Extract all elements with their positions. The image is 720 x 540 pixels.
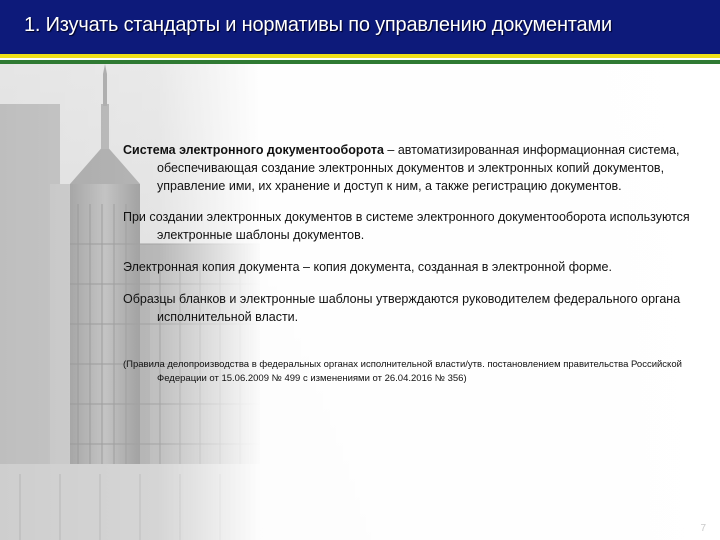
green-stripe: [0, 60, 720, 64]
title-bar: [0, 0, 720, 54]
slide-content: [123, 141, 703, 396]
paragraph-templates: При создании электронных документов в системе электронного документооборота используются электронные шаблоны документов.: [123, 210, 690, 242]
definition-paragraph: [123, 141, 703, 195]
definition-term: Система электронного документооборота: [123, 143, 384, 157]
definition-text: автоматизированная информационная система, обеспечивающая создание электронных документов и электронных копий документов, управление ими, их хранение и доступ к ним, а также регистрацию документов.: [157, 143, 680, 193]
paragraph-approval: Образцы бланков и электронные шаблоны утверждаются руководителем федерального органа исполнительной власти.: [123, 292, 681, 324]
page-number: 7: [700, 523, 706, 534]
definition-dash: –: [383, 143, 398, 157]
source-note: (Правила делопроизводства в федеральных органах исполнительной власти/утв. постановлением правительства Российской Федерации от 15.06.2009 № 499 с изменениями от 26.04.2016 № 356): [123, 359, 682, 384]
slide-title: 1. Изучать стандарты и нормативы по управлению документами: [24, 14, 612, 36]
paragraph-electronic-copy: Электронная копия документа – копия документа, созданная в электронной форме.: [123, 260, 612, 274]
